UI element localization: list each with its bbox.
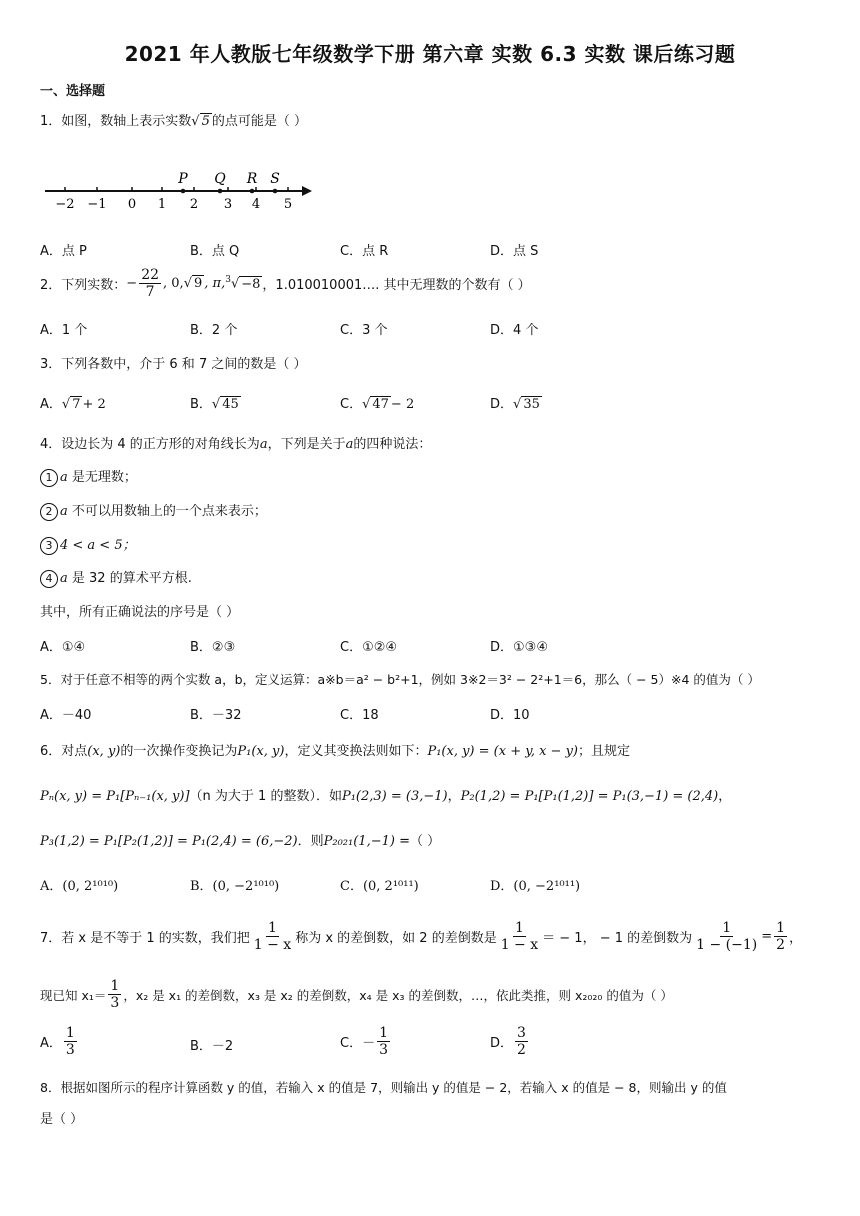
q1-sqrt: √ 5 bbox=[191, 114, 210, 129]
q2-rad9: 9 bbox=[193, 276, 203, 292]
circled-number-1: 1 bbox=[40, 469, 58, 487]
q3-rad-d: 35 bbox=[523, 397, 540, 412]
q7-c-num: 1 bbox=[379, 1025, 388, 1041]
q7-d-num: 3 bbox=[517, 1025, 526, 1041]
q2-option-a[interactable]: A．1 个 bbox=[40, 323, 88, 338]
q6-note: （n 为大于 1 的整数）．如 bbox=[189, 789, 342, 804]
q6-ex2: P₂(1,2) = P₁[P₁(1,2)] = P₁(3,−1) = (2,4) bbox=[460, 789, 719, 804]
question-1-stem bbox=[40, 110, 307, 129]
q6-text-d: ；且规定 bbox=[578, 744, 631, 759]
q4-s1-var: a bbox=[60, 470, 68, 485]
q6-xy: (x, y) bbox=[87, 744, 121, 759]
q4-statement-1 bbox=[40, 466, 137, 487]
q5-option-a[interactable]: A．－40 bbox=[40, 708, 92, 723]
q4-option-b[interactable]: B．②③ bbox=[190, 640, 236, 655]
q7-half-num: 1 bbox=[776, 920, 786, 936]
q2-minus: − bbox=[126, 276, 138, 292]
q7-text-d: 现已知 x₁＝ bbox=[40, 987, 107, 1003]
q4-s2-text: 不可以用数轴上的一个点来表示； bbox=[71, 504, 267, 519]
q3-option-a[interactable] bbox=[40, 393, 106, 412]
q4-statement-2 bbox=[40, 500, 267, 521]
q4-option-a[interactable]: A．①④ bbox=[40, 640, 86, 655]
q7-label-a: A． bbox=[40, 1036, 62, 1052]
number-line-tick-label: 1 bbox=[157, 197, 167, 212]
q6-sep: ， bbox=[447, 789, 461, 804]
question-2-stem bbox=[40, 267, 531, 300]
q7-c-frac bbox=[377, 1025, 390, 1058]
question-7-line-2 bbox=[40, 978, 673, 1011]
circled-number-3: 3 bbox=[40, 537, 58, 555]
q3-option-d[interactable] bbox=[490, 393, 542, 412]
q2-sqrt9: √ 9 bbox=[183, 276, 203, 292]
q4-statement-3 bbox=[40, 534, 136, 555]
q3-rad-c: 47 bbox=[372, 397, 389, 412]
q2-frac-den: 7 bbox=[145, 284, 155, 301]
q7-text-b: 称为 x 的差倒数，如 2 的差倒数是 bbox=[295, 931, 497, 947]
q4-s2-var: a bbox=[60, 504, 68, 519]
q1-radicand: 5 bbox=[201, 114, 210, 129]
q4-var-a2: a bbox=[345, 437, 354, 452]
q3-option-c[interactable] bbox=[340, 393, 414, 412]
q3-label-a: A． bbox=[40, 397, 62, 412]
q1-option-d[interactable]: D．点 S bbox=[490, 244, 539, 259]
number-line-tick-label: 5 bbox=[283, 197, 293, 212]
q7-third-num: 1 bbox=[110, 978, 120, 994]
q4-stem-tail: 的四种说法： bbox=[353, 437, 432, 452]
q6-option-a[interactable]: A．(0, 2¹⁰¹⁰) bbox=[40, 879, 119, 894]
q6-ask-b: =（ ） bbox=[394, 834, 441, 849]
q5-option-d[interactable]: D．10 bbox=[490, 708, 530, 723]
q7-equals: = bbox=[761, 929, 773, 945]
q1-option-b[interactable]: B．点 Q bbox=[190, 244, 240, 259]
q7-neg-den: 1 − (−1) bbox=[696, 937, 758, 954]
number-line-tick-label: −2 bbox=[55, 197, 75, 212]
q2-cuberoot: $^3$√ −8 bbox=[225, 275, 261, 292]
q1-stem-text: 1．如图，数轴上表示实数 bbox=[40, 114, 192, 129]
q7-frac-def bbox=[252, 920, 293, 953]
question-8-line-1: 8．根据如图所示的程序计算函数 y 的值，若输入 x 的值是 7，则输出 y 的值是 − 2，若输入 x 的值是 − 8，则输出 y 的值 bbox=[40, 1080, 727, 1095]
q7-d-frac bbox=[515, 1025, 528, 1058]
q3-label-b: B． bbox=[190, 397, 212, 412]
page-title: 2021 年人教版七年级数学下册 第六章 实数 6.3 实数 课后练习题 bbox=[124, 42, 736, 66]
question-6-line-3 bbox=[40, 830, 440, 849]
q5-option-c[interactable]: C．18 bbox=[340, 708, 379, 723]
q3-option-b[interactable] bbox=[190, 393, 241, 412]
number-line-tick-label: 3 bbox=[223, 197, 233, 212]
q6-text-a: 6．对点 bbox=[40, 744, 88, 759]
q7-text-a: 7．若 x 是不等于 1 的实数，我们把 bbox=[40, 931, 250, 947]
q7-def-den: 1 − x bbox=[253, 937, 292, 954]
number-line-tick-label: 2 bbox=[189, 197, 199, 212]
q4-s1-text: 是无理数； bbox=[71, 470, 137, 485]
q7-def-num: 1 bbox=[268, 920, 277, 936]
q7-frac-half bbox=[774, 920, 787, 953]
q2-option-c[interactable]: C．3 个 bbox=[340, 323, 388, 338]
number-line-point-label: Q bbox=[214, 171, 226, 187]
q7-text-e: ，x₂ 是 x₁ 的差倒数，x₃ 是 x₂ 的差倒数，x₄ 是 x₃ 的差倒数，…，依此类推，则 x₂₀₂₀ 的值为（ ） bbox=[123, 987, 673, 1003]
q6-ex1: P₁(2,3) = (3,−1) bbox=[341, 789, 448, 804]
q4-s3-text: 4 < a < 5； bbox=[60, 538, 136, 553]
q6-def: Pₙ(x, y) = P₁[Pₙ₋₁(x, y)] bbox=[40, 789, 190, 804]
question-6-line-1 bbox=[40, 740, 630, 759]
q7-label-d: D． bbox=[490, 1036, 514, 1052]
q7-d-den: 2 bbox=[517, 1042, 526, 1059]
q7-frac-third bbox=[108, 978, 121, 1011]
number-line-point-label: R bbox=[246, 171, 258, 187]
q7-ex-num: 1 bbox=[514, 920, 524, 936]
q4-stem-mid: ，下列是关于 bbox=[267, 437, 346, 452]
q2-zero: , 0, bbox=[163, 276, 184, 292]
q7-third-den: 3 bbox=[110, 995, 120, 1012]
q3-label-d: D． bbox=[490, 397, 514, 412]
q4-option-d[interactable]: D．①③④ bbox=[490, 640, 548, 655]
q6-option-d[interactable]: D．(0, −2¹⁰¹¹) bbox=[490, 879, 581, 894]
q3-sqrt-c: √ 47 bbox=[362, 397, 389, 412]
q4-stem-text: 4．设边长为 4 的正方形的对角线长为 bbox=[40, 437, 260, 452]
q7-frac-neg1 bbox=[694, 920, 759, 953]
q2-option-b[interactable]: B．2 个 bbox=[190, 323, 238, 338]
q2-frac-num: 22 bbox=[141, 267, 160, 283]
circled-number-2: 2 bbox=[40, 503, 58, 521]
q7-a-num: 1 bbox=[65, 1025, 75, 1041]
number-line-tick-label: 4 bbox=[251, 197, 261, 212]
q3-sqrt-d: √ 35 bbox=[513, 397, 540, 412]
q6-p1: P₁(x, y) bbox=[237, 744, 285, 759]
question-4-stem bbox=[40, 433, 431, 452]
q6-ask: P₂₀₂₁(1,−1) bbox=[323, 834, 395, 849]
q7-option-c[interactable] bbox=[340, 1025, 392, 1058]
q6-end: ， bbox=[718, 789, 732, 804]
q7-end: ， bbox=[789, 931, 803, 947]
q7-option-a[interactable] bbox=[40, 1025, 79, 1058]
number-line-point-label: P bbox=[178, 171, 188, 187]
q6-ex3: P₃(1,2) = P₁[P₂(1,2)] = P₁(2,4) = (6,−2) bbox=[40, 834, 298, 849]
number-line-point bbox=[250, 189, 255, 194]
q1-option-c[interactable]: C．点 R bbox=[340, 244, 389, 259]
q7-label-c: C．－ bbox=[340, 1036, 376, 1052]
q1-option-a[interactable]: A．点 P bbox=[40, 244, 87, 259]
number-line-tick-label: −1 bbox=[87, 197, 107, 212]
q7-half-den: 2 bbox=[776, 937, 786, 954]
axis-arrow-icon bbox=[302, 186, 312, 196]
q2-pi: , π, bbox=[204, 276, 226, 292]
q7-frac-example bbox=[499, 920, 540, 953]
number-line-point-label: S bbox=[270, 171, 280, 187]
q3-rad-b: 45 bbox=[222, 397, 239, 412]
question-6-line-2 bbox=[40, 785, 731, 804]
q4-ask: 其中，所有正确说法的序号是（ ） bbox=[40, 605, 240, 620]
number-line-point bbox=[273, 189, 278, 194]
q3-tail-c: − 2 bbox=[390, 397, 415, 412]
q6-option-b[interactable]: B．(0, −2¹⁰¹⁰) bbox=[190, 879, 280, 894]
q2-cube-index: 3 bbox=[225, 275, 231, 286]
number-line-point bbox=[218, 189, 223, 194]
question-5-stem: 5．对于任意不相等的两个实数 a，b，定义运算：a※b＝a² − b²+1，例如 3※2＝3² − 2²+1＝6，那么（ − 5）※4 的值为（ ） bbox=[40, 672, 760, 687]
q2-fraction bbox=[139, 267, 161, 300]
q2-rad-m8: −8 bbox=[241, 276, 261, 292]
q7-ex-den: 1 − x bbox=[500, 937, 539, 954]
q3-sqrt-b: √ 45 bbox=[211, 397, 239, 412]
number-line-tick-label: 0 bbox=[127, 197, 137, 212]
q7-a-frac bbox=[64, 1025, 77, 1058]
q2-stem-tail: ，1.010010001…. 其中无理数的个数有（ ） bbox=[262, 278, 531, 294]
q4-s4-var: a bbox=[60, 571, 68, 586]
q7-a-den: 3 bbox=[65, 1042, 75, 1059]
q3-sqrt-a: √ 7 bbox=[61, 397, 81, 412]
q6-option-c[interactable]: C．(0, 2¹⁰¹¹) bbox=[340, 879, 419, 894]
q6-rule: P₁(x, y) = (x + y, x − y) bbox=[427, 744, 579, 759]
q6-ask-a: ．则 bbox=[297, 834, 324, 849]
q4-statement-4 bbox=[40, 567, 192, 588]
q4-option-c[interactable]: C．①②④ bbox=[340, 640, 398, 655]
section-heading: 一、选择题 bbox=[40, 84, 106, 99]
q7-c-den: 3 bbox=[379, 1042, 388, 1059]
q7-text-c: ＝ − 1， − 1 的差倒数为 bbox=[542, 931, 693, 947]
question-7-line-1 bbox=[40, 920, 802, 953]
question-3-stem: 3．下列各数中，介于 6 和 7 之间的数是（ ） bbox=[40, 357, 307, 372]
q7-neg-num: 1 bbox=[722, 920, 732, 936]
q4-var-a: a bbox=[259, 437, 268, 452]
q6-text-c: ，定义其变换法则如下： bbox=[284, 744, 428, 759]
q7-option-b[interactable]: B．－2 bbox=[190, 1039, 234, 1054]
question-8-line-2: 是（ ） bbox=[40, 1112, 84, 1127]
circled-number-4: 4 bbox=[40, 570, 58, 588]
q2-stem-text: 2．下列实数： bbox=[40, 278, 127, 294]
number-line-figure bbox=[40, 165, 320, 215]
q3-rad-a: 7 bbox=[72, 397, 81, 412]
q3-tail-a: + 2 bbox=[82, 397, 106, 412]
q2-option-d[interactable]: D．4 个 bbox=[490, 323, 539, 338]
q4-s4-text: 是 32 的算术平方根. bbox=[71, 571, 192, 586]
q5-option-b[interactable]: B．－32 bbox=[190, 708, 242, 723]
q6-text-b: 的一次操作变换记为 bbox=[120, 744, 238, 759]
q7-option-d[interactable] bbox=[490, 1025, 530, 1058]
number-line-point bbox=[181, 189, 186, 194]
q3-label-c: C． bbox=[340, 397, 363, 412]
q1-stem-tail: 的点可能是（ ） bbox=[211, 114, 307, 129]
